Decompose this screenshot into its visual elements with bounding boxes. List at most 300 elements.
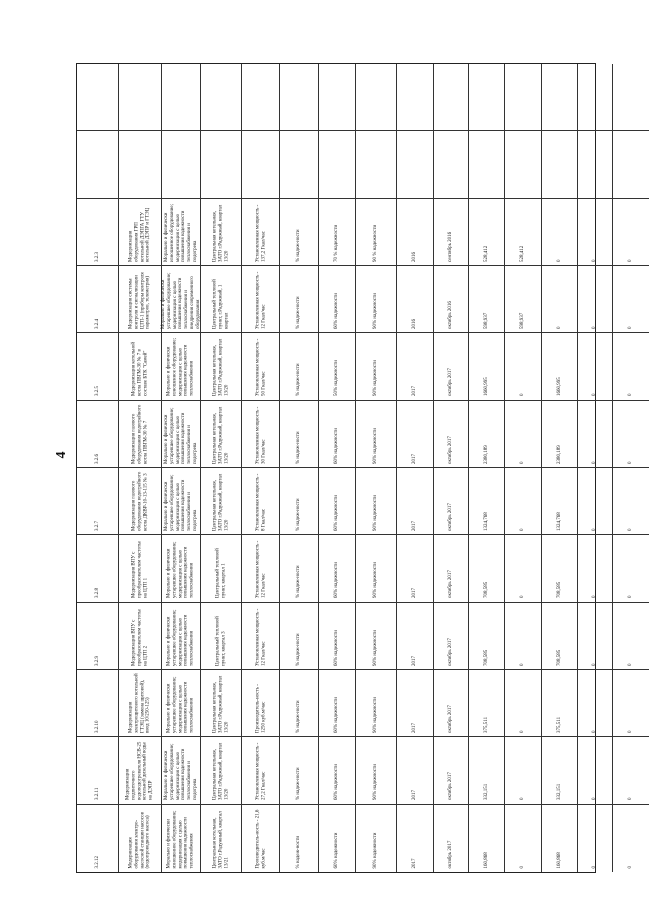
cell-text-year: 2017: [412, 655, 418, 666]
table-cell-sum: [469, 401, 505, 468]
table-cell-empty: [319, 64, 356, 131]
cell-text-place: Центральная котельная, ЗАТО г.Радужный, квартал 13/20: [212, 406, 229, 464]
table-cell-name: [119, 737, 162, 804]
cell-text-c4: 0: [592, 866, 598, 869]
table-cell-goal: [162, 266, 201, 333]
table-cell-v1: [319, 468, 356, 535]
table-cell-month: [434, 333, 469, 400]
page-number: 4: [54, 451, 69, 459]
table-cell-power: [242, 468, 280, 535]
cell-text-v2: 90% надежности: [373, 293, 379, 330]
table-cell-year: [397, 333, 434, 400]
table-cell-goal: [162, 199, 201, 266]
cell-text-sum: 708,585: [483, 649, 489, 666]
cell-text-no: 3.2.4: [94, 319, 100, 330]
table-cell-empty: [542, 64, 578, 131]
table-cell-v1: [319, 535, 356, 602]
table-cell-power: [242, 603, 280, 670]
table-cell-goal: [162, 535, 201, 602]
cell-text-c5: 0: [628, 393, 634, 397]
table-cell-ind: [280, 199, 319, 266]
table-cell-ind: [280, 603, 319, 670]
cell-text-c4: 0: [592, 663, 598, 666]
cell-text-year: 2017: [412, 790, 418, 801]
table-cell-v2: [356, 737, 397, 804]
cell-text-sum: 375,511: [483, 717, 489, 734]
table-cell-v1: [319, 401, 356, 468]
table-cell-c4: [578, 266, 613, 333]
cell-text-ind: % надеж-ности: [296, 229, 302, 262]
cell-text-c3: 2380,189: [556, 445, 562, 464]
table-cell-power: [242, 805, 280, 872]
table-cell-c4: [578, 333, 613, 400]
cell-text-year: 2017: [412, 453, 418, 464]
cell-text-power: Установленная мощность - 27,2 Гкал/час: [254, 743, 266, 801]
table-cell-no: [77, 468, 119, 535]
table-cell-c5: [613, 535, 649, 602]
cell-text-c3: 0: [556, 326, 562, 330]
cell-text-power: Установленная мощность - 8 Гкал/час: [254, 473, 266, 532]
cell-text-no: 3.2.9: [94, 655, 100, 666]
table-cell-year: [397, 670, 434, 737]
cell-text-c2: 528,412: [520, 245, 526, 262]
cell-text-c5: 0: [628, 595, 634, 599]
cell-text-place: Центральная котельная, ЗАТО г.Радужный, квартал 13/20: [212, 743, 229, 801]
cell-text-sum: 1324,768: [483, 512, 489, 532]
cell-text-month: октябрь 2017: [448, 503, 454, 532]
table-cell-c5: [613, 333, 649, 400]
cell-text-c2: 0: [520, 663, 526, 666]
cell-text-month: октябрь 2017: [448, 435, 454, 464]
cell-text-c2: 598,937: [520, 312, 526, 330]
table-cell-empty: [162, 131, 201, 198]
cell-text-power: Производитель-ность - 21,6 куб.м/час: [254, 809, 266, 869]
table-cell-c5: [613, 401, 649, 468]
table-cell-empty: [201, 64, 242, 131]
table-cell-v2: [356, 333, 397, 400]
table-cell-c3: [542, 535, 578, 602]
cell-text-year: 2017: [412, 588, 418, 599]
table-cell-year: [397, 805, 434, 872]
table-cell-month: [434, 535, 469, 602]
table-cell-empty: [280, 131, 319, 198]
table-cell-place: [201, 535, 242, 602]
table-cell-empty: [434, 64, 469, 131]
table-cell-power: [242, 401, 280, 468]
table-cell-place: [201, 266, 242, 333]
cell-text-month: октябрь 2017: [448, 570, 454, 599]
table-cell-v1: [319, 737, 356, 804]
table-cell-sum: [469, 603, 505, 670]
cell-text-v1: 60% надежности: [334, 427, 340, 464]
table-cell-power: [242, 670, 280, 737]
cell-text-c5: 0: [628, 461, 634, 464]
table-cell-place: [201, 401, 242, 468]
cell-text-power: Установленная мощность - 50 Гкал/час: [254, 339, 266, 397]
cell-text-power: Установленная мощность - 12 Гкал/час: [254, 541, 266, 599]
cell-text-c3: 1660,995: [556, 377, 562, 397]
table-cell-c2: [505, 468, 542, 535]
table-cell-ind: [280, 266, 319, 333]
table-cell-v1: [319, 333, 356, 400]
table-cell-ind: [280, 805, 319, 872]
cell-text-place: Центральный тепловой пункт, квартал 3: [215, 615, 226, 666]
cell-text-year: 2017: [412, 521, 418, 532]
cell-text-no: 3.2.10: [94, 720, 100, 734]
cell-text-month: октябрь 2017: [448, 840, 454, 869]
table-cell-name: [119, 535, 162, 602]
table-cell-month: [434, 468, 469, 535]
table-grid: [77, 64, 634, 872]
table-cell-c2: [505, 401, 542, 468]
table-cell-month: [434, 670, 469, 737]
cell-text-name: Модернизация оборудования электро-насосной станции насосов (водопроводного насоса): [128, 812, 151, 869]
cell-text-v1: 60% надежности: [334, 697, 340, 734]
table-cell-month: [434, 401, 469, 468]
cell-text-place: Центральный тепловой пункт, г.Радужный, 1 квартал: [212, 279, 229, 330]
cell-text-v2: 90% надежности: [373, 360, 379, 397]
cell-text-month: октябрь 2017: [448, 705, 454, 734]
table-cell-sum: [469, 805, 505, 872]
table-cell-empty: [77, 131, 119, 198]
table-cell-no: [77, 199, 119, 266]
table-cell-name: [119, 468, 162, 535]
cell-text-name: Модернизация подпиточного водоподогревателя НСВ-25 котельной дизельный воды на ДЭПР: [125, 742, 154, 801]
table-cell-sum: [469, 266, 505, 333]
table-cell-c3: [542, 333, 578, 400]
cell-text-v1: 60% надежности: [334, 764, 340, 801]
rotated-table: [76, 63, 634, 873]
table-cell-empty: [542, 131, 578, 198]
cell-text-goal: Морально и физически изношенное оборудование; модернизация с целью повышения надежности теплоснабжения и подогрева: [163, 203, 198, 262]
table-cell-c3: [542, 805, 578, 872]
cell-text-c4: 0: [592, 461, 598, 464]
table-cell-empty: [505, 131, 542, 198]
cell-text-name: Модернизация ВПУ с преобразователем частоты на ЦТП 2: [131, 609, 148, 666]
table-cell-empty: [119, 64, 162, 131]
table-cell-c2: [505, 670, 542, 737]
cell-text-no: 3.2.11: [94, 788, 100, 801]
cell-text-c3: 708,585: [556, 582, 562, 599]
cell-text-c2: 0: [520, 528, 526, 532]
cell-text-v1: 60% надежности: [334, 832, 340, 869]
cell-text-place: Центральный тепловой пункт, квартал 1: [215, 548, 226, 599]
cell-text-sum: 2380,189: [483, 445, 489, 464]
cell-text-c2: 0: [520, 730, 526, 734]
table-cell-ind: [280, 401, 319, 468]
cell-text-goal: Морально и физически устаревшее оборудование; модернизация с целью повышения надежности теплоснабжения: [166, 676, 195, 734]
cell-text-month: октябрь 2017: [448, 368, 454, 397]
table-cell-name: [119, 199, 162, 266]
cell-text-place: Центральная котельная, ЗАТО г.Радужный, квартал 13/20: [212, 473, 229, 532]
table-cell-year: [397, 737, 434, 804]
table-cell-year: [397, 535, 434, 602]
cell-text-v1: 60% надежности: [334, 495, 340, 532]
table-cell-sum: [469, 199, 505, 266]
cell-text-ind: % надеж-ности: [296, 565, 302, 599]
cell-text-sum: 708,585: [483, 582, 489, 599]
table-cell-no: [77, 603, 119, 670]
table-cell-v1: [319, 266, 356, 333]
cell-text-year: 2017: [412, 723, 418, 734]
table-cell-empty: [280, 64, 319, 131]
table-cell-place: [201, 603, 242, 670]
table-cell-c5: [613, 670, 649, 737]
cell-text-year: 2016: [412, 251, 418, 262]
table-cell-empty: [201, 131, 242, 198]
table-cell-power: [242, 266, 280, 333]
cell-text-goal: Морально и физически устаревшее оборудование; модернизация с целью повышения надежности теплоснабжения и подогрева: [163, 744, 198, 801]
table-cell-name: [119, 603, 162, 670]
table-cell-empty: [434, 131, 469, 198]
table-cell-c5: [613, 266, 649, 333]
table-cell-v2: [356, 535, 397, 602]
table-cell-v2: [356, 805, 397, 872]
cell-text-c2: 0: [520, 866, 526, 869]
cell-text-ind: % надеж-ности: [296, 767, 302, 801]
cell-text-v1: 60% надежности: [334, 629, 340, 666]
cell-text-c5: 0: [628, 663, 634, 666]
table-cell-power: [242, 535, 280, 602]
cell-text-v2: 90% надежности: [373, 562, 379, 599]
table-cell-no: [77, 535, 119, 602]
cell-text-c4: 0: [592, 326, 598, 330]
table-cell-year: [397, 603, 434, 670]
table-cell-ind: [280, 535, 319, 602]
cell-text-name: Модернизация газового оборудования водогрейного котла ПВГМ-30 № 7: [131, 404, 148, 464]
cell-text-c2: 0: [520, 797, 526, 801]
cell-text-goal: Морально и физически устаревшее оборудование; модернизация с целью повышения надежности теплоснабжения: [166, 542, 195, 599]
cell-text-year: 2016: [412, 319, 418, 330]
table-cell-c5: [613, 468, 649, 535]
cell-text-c3: 708,585: [556, 649, 562, 666]
cell-text-goal: Морально и физически устаревшее оборудование; модернизация с целью повышения надежности теплоснабжения и внедрения современного оборудования: [160, 272, 201, 330]
cell-text-name: Модернизация системы контроля и сигнализации ЦТП-1 (приборы контроля параметров, телеметрия): [128, 272, 151, 330]
cell-text-c4: 0: [592, 595, 598, 599]
table-cell-c2: [505, 603, 542, 670]
table-cell-empty: [242, 131, 280, 198]
table-cell-month: [434, 199, 469, 266]
table-cell-c2: [505, 737, 542, 804]
cell-text-v2: 90% надежности: [373, 629, 379, 666]
table-cell-empty: [397, 131, 434, 198]
table-cell-empty: [356, 64, 397, 131]
table-cell-c2: [505, 535, 542, 602]
cell-text-power: Установленная мощность - 12 Гкал/час: [254, 608, 266, 666]
table-cell-place: [201, 468, 242, 535]
table-cell-c5: [613, 737, 649, 804]
cell-text-ind: % надеж-ности: [296, 836, 302, 869]
cell-text-v1: 70 % надежности: [334, 224, 340, 262]
cell-text-ind: % надеж-ности: [296, 296, 302, 330]
table-cell-year: [397, 468, 434, 535]
table-cell-no: [77, 670, 119, 737]
cell-text-v2: 90% надежности: [373, 697, 379, 734]
cell-text-goal: Морально и физически устаревшее оборудование; модернизация с целью повышения надежности теплоснабжения: [166, 609, 195, 666]
cell-text-c4: 0: [592, 259, 598, 262]
table-cell-c3: [542, 603, 578, 670]
table-cell-empty: [578, 64, 613, 131]
table-cell-place: [201, 737, 242, 804]
cell-text-goal: Морально и физически устаревшее оборудование; модернизация с целью повышения надежности теплоснабжения и подогрева: [163, 407, 198, 464]
cell-text-v1: 50% надежности: [334, 360, 340, 397]
table-cell-empty: [119, 131, 162, 198]
table-cell-no: [77, 737, 119, 804]
table-cell-empty: [505, 64, 542, 131]
table-cell-v1: [319, 199, 356, 266]
table-cell-name: [119, 670, 162, 737]
table-cell-v2: [356, 266, 397, 333]
table-cell-empty: [578, 131, 613, 198]
cell-text-v1: 60% надежности: [334, 562, 340, 599]
table-cell-empty: [162, 64, 201, 131]
cell-text-c5: 0: [628, 797, 634, 801]
table-cell-goal: [162, 670, 201, 737]
table-cell-place: [201, 670, 242, 737]
cell-text-ind: % надеж-ности: [296, 498, 302, 532]
table-cell-year: [397, 401, 434, 468]
cell-text-place: Центральная котельная, ЗАТО г.Радужный, квартал 13/20: [212, 339, 229, 397]
cell-text-no: 3.2.6: [94, 453, 100, 464]
table-cell-c3: [542, 468, 578, 535]
table-cell-name: [119, 266, 162, 333]
cell-text-v2: 90% надежности: [373, 495, 379, 532]
table-cell-place: [201, 805, 242, 872]
table-cell-power: [242, 199, 280, 266]
table-cell-goal: [162, 401, 201, 468]
table-cell-empty: [242, 64, 280, 131]
cell-text-ind: % надеж-ности: [296, 363, 302, 397]
table-cell-place: [201, 333, 242, 400]
cell-text-place: Центральная котельная, ЗАТО г.Радужный, квартал 13/20: [212, 204, 229, 262]
table-cell-year: [397, 199, 434, 266]
cell-text-c3: 332,151: [556, 784, 562, 801]
cell-text-sum: 332,151: [483, 784, 489, 801]
table-cell-c4: [578, 535, 613, 602]
cell-text-sum: 598,937: [483, 312, 489, 330]
cell-text-c4: 0: [592, 797, 598, 801]
cell-text-ind: % надеж-ности: [296, 633, 302, 666]
table-cell-goal: [162, 333, 201, 400]
table-cell-v2: [356, 468, 397, 535]
cell-text-v2: 90 % надежности: [373, 224, 379, 262]
table-cell-ind: [280, 670, 319, 737]
cell-text-power: Установленная мощность - 12 Гкал/час: [254, 271, 266, 330]
table-cell-name: [119, 401, 162, 468]
cell-text-c4: 0: [592, 528, 598, 532]
table-cell-c2: [505, 266, 542, 333]
table-cell-v2: [356, 401, 397, 468]
cell-text-name: Модернизация котельной котла ПВГМ-30 № 7 в составе БТК "Самей": [131, 342, 148, 397]
cell-text-power: Производитель-ность - 1250 куб.м/час: [254, 684, 266, 734]
cell-text-place: Центральная котельная, ЗАТО г.Радужный, квартал 13/21: [212, 811, 229, 869]
table-cell-goal: [162, 603, 201, 670]
table-cell-name: [119, 805, 162, 872]
table-cell-c2: [505, 805, 542, 872]
table-cell-empty: [613, 64, 649, 131]
cell-text-month: сентябрь 2016: [448, 231, 454, 262]
cell-text-no: 3.2.12: [94, 856, 100, 869]
table-cell-empty: [469, 131, 505, 198]
cell-text-c2: 0: [520, 595, 526, 599]
cell-text-month: октябрь 2016: [448, 301, 454, 330]
cell-text-year: 2017: [412, 386, 418, 397]
cell-text-power: Установленная мощность - 30 Гкал/час: [254, 406, 266, 464]
cell-text-c5: 0: [628, 730, 634, 734]
cell-text-c3: 160,868: [556, 852, 562, 869]
table-cell-c5: [613, 199, 649, 266]
cell-text-no: 3.2.8: [94, 588, 100, 599]
table-cell-c3: [542, 670, 578, 737]
cell-text-v2: 90% надежности: [373, 832, 379, 869]
table-cell-v2: [356, 603, 397, 670]
cell-text-c5: 0: [628, 259, 634, 262]
table-cell-no: [77, 401, 119, 468]
cell-text-name: Модернизация оборудования ГРП котельной ДЭПГА ГТУ котельной ДЭПР и ГТЭЦ: [128, 207, 151, 262]
table-cell-c4: [578, 670, 613, 737]
cell-text-c2: 0: [520, 393, 526, 397]
cell-text-c3: 1324,768: [556, 512, 562, 532]
table-cell-no: [77, 805, 119, 872]
table-cell-empty: [77, 64, 119, 131]
cell-text-goal: Морально и физически устаревшее оборудование; модернизация с целью повышения надежности теплоснабжения и подогрева: [163, 474, 198, 532]
cell-text-power: Установленная мощность - 137,2 Гкал/час: [254, 204, 266, 262]
table-cell-power: [242, 333, 280, 400]
cell-text-c5: 0: [628, 528, 634, 532]
table-cell-empty: [356, 131, 397, 198]
table-cell-v1: [319, 670, 356, 737]
cell-text-no: 3.2.5: [94, 386, 100, 397]
table-cell-sum: [469, 468, 505, 535]
cell-text-sum: 528,412: [483, 245, 489, 262]
table-cell-goal: [162, 737, 201, 804]
cell-text-no: 3.2.3: [94, 251, 100, 262]
table-cell-month: [434, 737, 469, 804]
cell-text-month: октябрь 2017: [448, 772, 454, 801]
table-cell-empty: [469, 64, 505, 131]
cell-text-sum: 160,868: [483, 852, 489, 869]
table-cell-c3: [542, 266, 578, 333]
table-cell-c5: [613, 603, 649, 670]
cell-text-c4: 0: [592, 730, 598, 734]
table-cell-place: [201, 199, 242, 266]
table-cell-no: [77, 266, 119, 333]
cell-text-name: Модернизация электрощитового котельной ГТЭЦ (замена щитовой), ввод 10/250-125): [128, 673, 151, 734]
table-cell-v2: [356, 199, 397, 266]
cell-text-c3: 375,511: [556, 717, 562, 734]
table-cell-empty: [319, 131, 356, 198]
table-cell-c4: [578, 603, 613, 670]
table-cell-no: [77, 333, 119, 400]
cell-text-v2: 90% надежности: [373, 427, 379, 464]
cell-text-month: октябрь 2017: [448, 637, 454, 666]
table-cell-month: [434, 266, 469, 333]
cell-text-v2: 90% надежности: [373, 764, 379, 801]
cell-text-name: Модернизация ВПУ с преобразователем частоты на ЦТП 1: [131, 541, 148, 599]
table-cell-sum: [469, 535, 505, 602]
table-cell-c3: [542, 199, 578, 266]
table-cell-ind: [280, 333, 319, 400]
cell-text-c2: 0: [520, 461, 526, 464]
cell-text-goal: Морально и физически изношенное оборудование; модернизация с целью повышения надежности теплоснабжения: [166, 810, 195, 869]
cell-text-name: Модернизация газового оборудования водогрейного котла ДКВР-10-13-115 № 3: [131, 471, 148, 532]
table-cell-sum: [469, 670, 505, 737]
cell-text-place: Центральная котельная, ЗАТО г.Радужный, квартал 13/20: [212, 675, 229, 734]
table-cell-c4: [578, 468, 613, 535]
cell-text-c5: 0: [628, 326, 634, 330]
table-cell-v2: [356, 670, 397, 737]
table-cell-goal: [162, 805, 201, 872]
